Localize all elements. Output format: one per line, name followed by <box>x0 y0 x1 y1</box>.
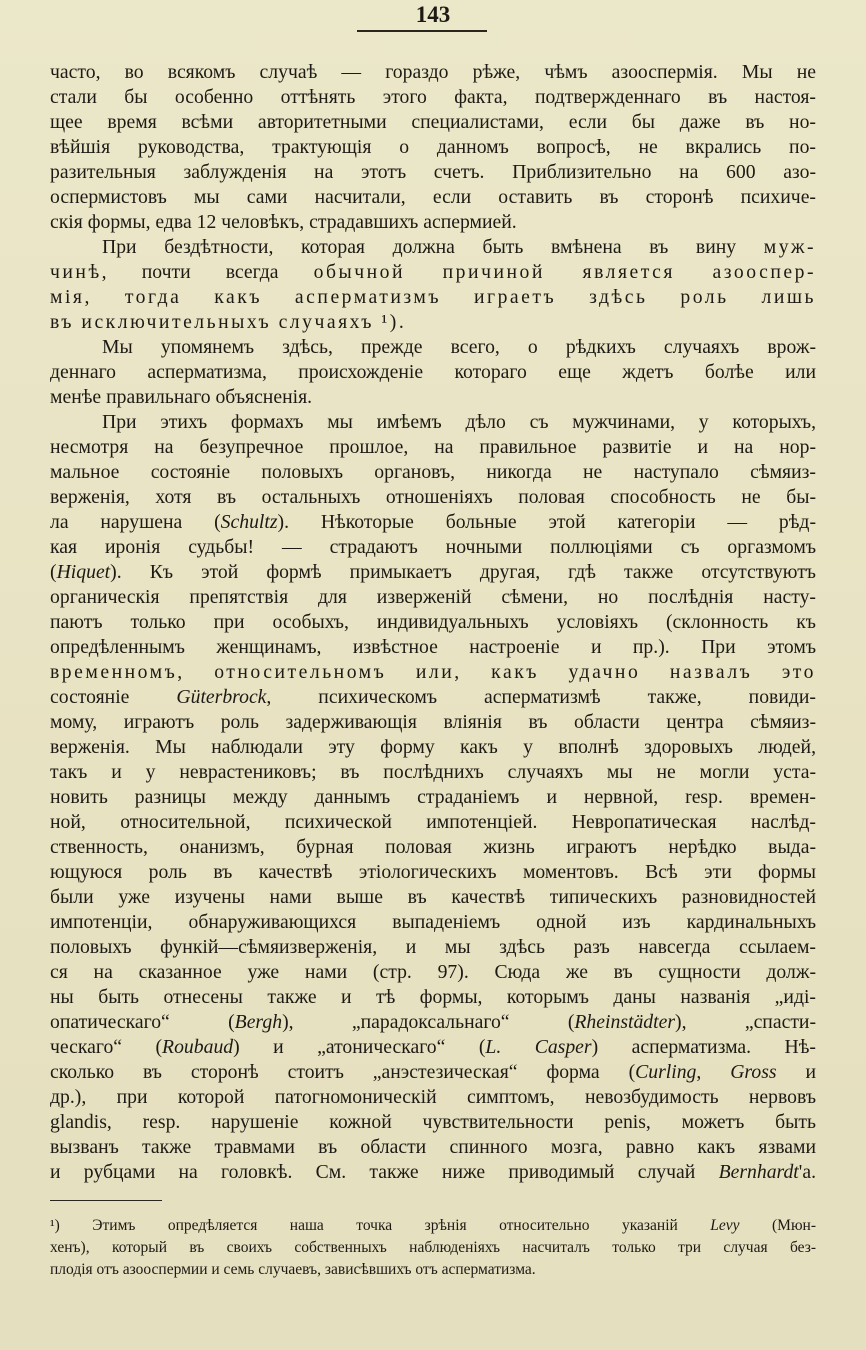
body-line: временномъ, относительномъ или, какъ удачно назвалъ это <box>50 661 816 683</box>
body-line: Мы упомянемъ здѣсь, прежде всего, о рѣдкихъ случаяхъ врож- <box>102 336 816 358</box>
body-line: вызванъ также травмами въ области спинного мозга, равно какъ язвами <box>50 1136 816 1158</box>
body-text <box>50 60 816 1185</box>
body-line: щее время всѣми авторитетными специалистами, если бы даже въ но- <box>50 111 816 133</box>
body-line: оспермистовъ мы сами насчитали, если оставить въ сторонѣ психиче- <box>50 186 816 208</box>
body-line: половыхъ функій—сѣмяизверженія, и мы здѣсь разъ навсегда ссылаем- <box>50 936 816 958</box>
body-line: др.), при которой патогномоническій симптомъ, невозбудимость нервовъ <box>50 1086 816 1108</box>
header-rule <box>357 30 487 32</box>
body-line: При этихъ формахъ мы имѣемъ дѣло съ мужчинами, у которыхъ, <box>102 411 816 433</box>
body-line: опатическаго“ (Bergh), „парадоксальнаго“ (Rheinstädter), „спасти- <box>50 1011 817 1033</box>
body-line: верженія. Мы наблюдали эту форму какъ у вполнѣ здоровыхъ людей, <box>50 736 816 758</box>
body-line: деннаго асперматизма, происхожденіе котораго еще ждетъ болѣе или <box>50 361 816 383</box>
body-line: органическія препятствія для изверженій сѣмени, но послѣднія насту- <box>50 586 816 608</box>
body-line: опредѣленнымъ женщинамъ, извѣстное настроеніе и пр.). При этомъ <box>50 636 816 658</box>
page-number: 143 <box>415 2 451 27</box>
body-line: вѣйшія руководства, трактующія о данномъ вопросѣ, не вкрались по- <box>50 136 816 158</box>
body-line: состояніе Güterbrock, психическомъ асперматизмѣ также, повиди- <box>50 686 816 708</box>
footnotes <box>50 1215 816 1281</box>
body-line: (Hiquet). Къ этой формѣ примыкаетъ другая, гдѣ также отсутствуютъ <box>50 561 816 583</box>
body-line: ственность, онанизмъ, бурная половая жизнь играютъ нерѣдко выда- <box>50 836 816 858</box>
body-line: чинѣ, почти всегда обычной причиной является азооспер- <box>50 261 816 283</box>
body-line: ла нарушена (Schultz). Нѣкоторые больные этой категоріи — рѣд- <box>50 511 816 533</box>
body-line: менѣе правильнаго объясненія. <box>50 386 313 408</box>
body-line: glandis, resp. нарушеніе кожной чувствительности penis, можетъ быть <box>50 1111 816 1133</box>
body-line: импотенціи, обнаруживающихся выпаденіемъ одной изъ кардинальныхъ <box>50 911 816 933</box>
body-line: такъ и у неврастениковъ; въ послѣднихъ случаяхъ мы не могли уста- <box>50 761 816 783</box>
body-line: новить разницы между даннымъ страданіемъ и нервной, resp. времен- <box>50 786 816 808</box>
body-line: стали бы особенно оттѣнять этого факта, подтвержденнаго въ настоя- <box>50 86 816 108</box>
footnote-rule <box>50 1200 162 1201</box>
footnote-line: хенъ), который въ своихъ собственныхъ наблюденіяхъ насчиталъ только три случая без- <box>50 1239 816 1256</box>
body-line: были уже изучены нами выше въ качествѣ типическихъ разновидностей <box>50 886 816 908</box>
body-line: скія формы, едва 12 человѣкъ, страдавшихъ аспермией. <box>50 211 517 233</box>
body-line: въ исключительныхъ случаяхъ ¹). <box>50 311 407 333</box>
body-line: При бездѣтности, которая должна быть вмѣнена въ вину муж- <box>102 236 816 258</box>
body-line: ющуюся роль въ качествѣ этіологическихъ моментовъ. Всѣ эти формы <box>50 861 816 883</box>
body-line: мальное состояніе половыхъ органовъ, никогда не наступало сѣмяиз- <box>50 461 816 483</box>
body-line: мія, тогда какъ асперматизмъ играетъ здѣсь роль лишь <box>50 286 816 308</box>
body-line: ся на сказанное уже нами (стр. 97). Сюда же въ сущности долж- <box>50 961 816 983</box>
body-line: ной, относительной, психической импотенціей. Невропатическая наслѣд- <box>50 811 816 833</box>
body-line: разительныя заблужденія на этотъ счетъ. Приблизительно на 600 азо- <box>50 161 816 183</box>
body-line: паютъ только при особыхъ, индивидуальныхъ условіяхъ (склонность къ <box>50 611 816 633</box>
footnote-line: ¹) Этимъ опредѣляется наша точка зрѣнія относительно указаній Levy (Мюн- <box>50 1217 816 1234</box>
body-line: сколько въ сторонѣ стоитъ „анэстезическая“ форма (Curling, Gross и <box>50 1061 816 1083</box>
body-line: часто, во всякомъ случаѣ — гораздо рѣже, чѣмъ азооспермія. Мы не <box>50 61 816 83</box>
body-line: несмотря на безупречное прошлое, на правильное развитіе и на нор- <box>50 436 816 458</box>
body-line: мому, играютъ роль задерживающія вліянія въ области центра сѣмяиз- <box>50 711 816 733</box>
body-line: верженія, хотя въ остальныхъ отношеніяхъ половая способность не бы- <box>50 486 816 508</box>
body-line: ны быть отнесены также и тѣ формы, которымъ даны названія „иді- <box>50 986 816 1008</box>
body-line: кая иронія судьбы! — страдаютъ ночными поллюціями съ оргазмомъ <box>50 536 816 558</box>
body-line: и рубцами на головкѣ. См. также ниже приводимый случай Bernhardt'а. <box>50 1161 816 1183</box>
body-line: ческаго“ (Roubaud) и „атоническаго“ (L. Casper) асперматизма. Нѣ- <box>50 1036 816 1058</box>
footnote-line: плодія отъ азооспермии и семь случаевъ, зависѣвшихъ отъ асперматизма. <box>50 1261 536 1278</box>
